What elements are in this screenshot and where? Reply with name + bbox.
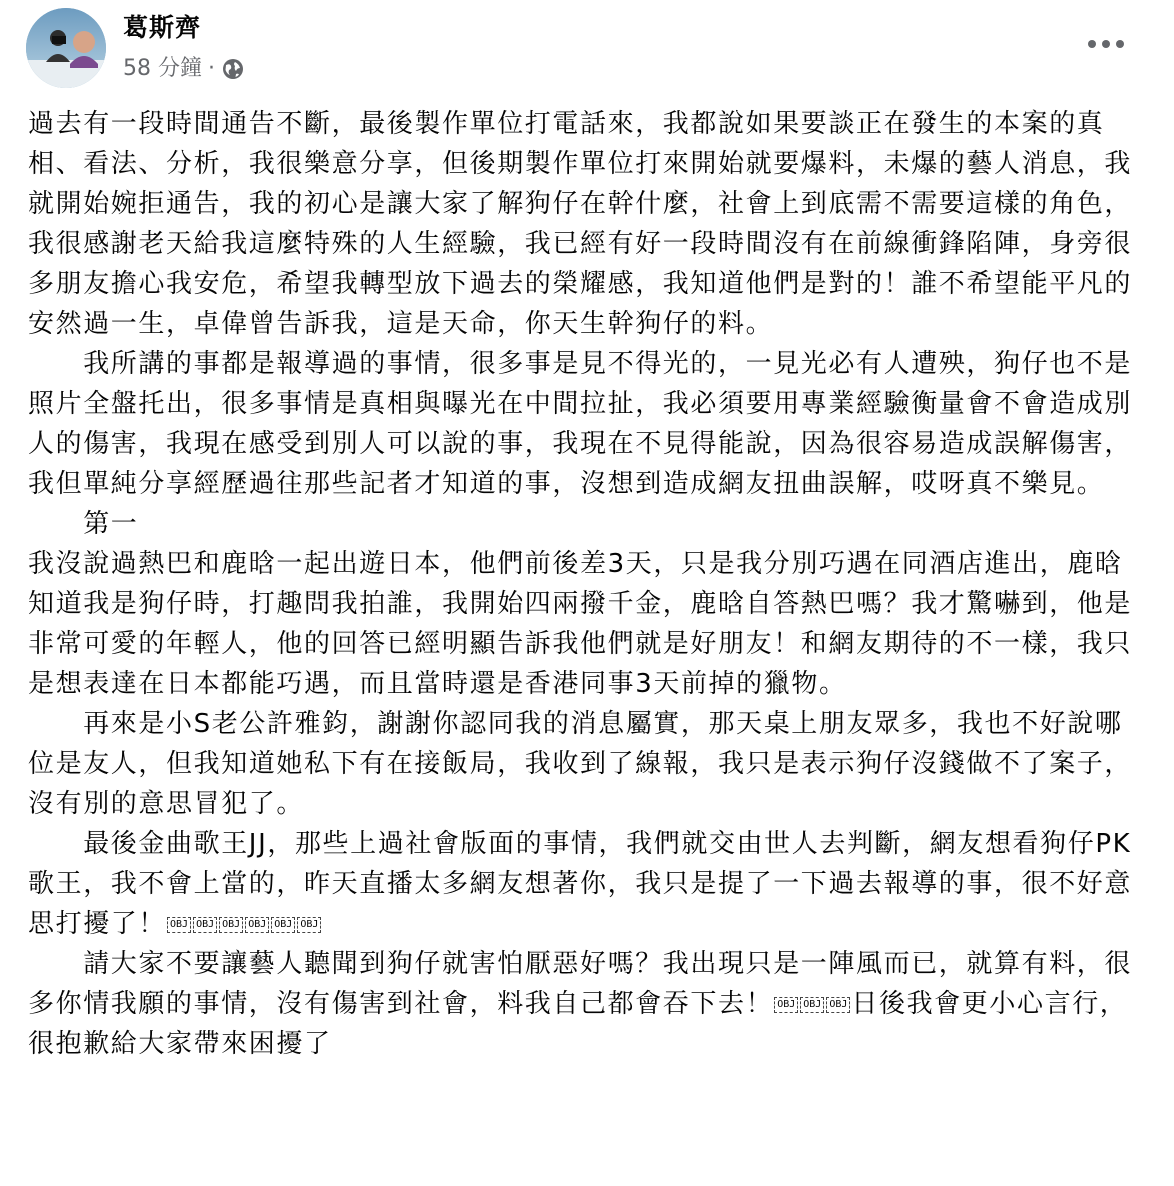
paragraph-indent [28, 709, 83, 739]
meta-separator: · [208, 56, 215, 81]
paragraph [28, 824, 1146, 944]
paragraph-indent [28, 349, 83, 379]
post-timestamp[interactable]: 58 分鐘 [123, 56, 202, 81]
paragraph-text: 日後我會更小心言行，很抱歉給大家帶來困擾了 [28, 989, 1128, 1059]
author-name[interactable]: 葛斯齊 [123, 13, 202, 42]
paragraph-text: 再來是小S老公許雅鈞，謝謝你認同我的消息屬實，那天桌上朋友眾多，我也不好說哪位是友人，但我知道她私下有在接飯局，我收到了線報，我只是表示狗仔沒錢做不了案子，沒有別的意思冒犯了。 [28, 709, 1133, 819]
paragraph [28, 544, 1146, 704]
object-placeholder: OBJ [774, 997, 798, 1013]
paragraph [28, 704, 1146, 824]
paragraph-indent [28, 509, 83, 539]
paragraph-text: 第一 [83, 509, 139, 539]
post-meta [123, 54, 245, 84]
paragraph-text: 請大家不要讓藝人聽聞到狗仔就害怕厭惡好嗎？我出現只是一陣風而已，就算有料，很多你情我願的事情，沒有傷害到社會，料我自己都會吞下去！ [28, 949, 1133, 1019]
author-avatar[interactable] [26, 8, 106, 88]
paragraph [28, 944, 1146, 1064]
post-header [0, 0, 1174, 90]
object-placeholder: OBJ [271, 917, 295, 933]
post-body [28, 104, 1146, 1064]
object-placeholder: OBJ [297, 917, 321, 933]
object-placeholder: OBJ [800, 997, 824, 1013]
object-placeholder: OBJ [826, 997, 850, 1013]
paragraph [28, 104, 1146, 344]
object-placeholder: OBJ [245, 917, 269, 933]
paragraph [28, 504, 1146, 544]
paragraph-text: 我所講的事都是報導過的事情，很多事是見不得光的，一見光必有人遭殃，狗仔也不是照片全盤托出，很多事情是真相與曝光在中間拉扯，我必須要用專業經驗衡量會不會造成別人的傷害，我現在感受到別人可以說的事，我現在不見得能說，因為很容易造成誤解傷害，我但單純分享經歷過往那些記者才知道的事，沒想到造成網友扭曲誤解，哎呀真不樂見。 [28, 349, 1133, 499]
paragraph-text: 最後金曲歌王JJ，那些上過社會版面的事情，我們就交由世人去判斷，網友想看狗仔PK歌王，我不會上當的，昨天直播太多網友想著你，我只是提了一下過去報導的事，很不好意思打擾了！ [28, 829, 1133, 939]
paragraph-indent [28, 829, 83, 859]
object-placeholder: OBJ [193, 917, 217, 933]
globe-icon[interactable] [221, 57, 245, 81]
paragraph-text: 過去有一段時間通告不斷，最後製作單位打電話來，我都說如果要談正在發生的本案的真相、看法、分析，我很樂意分享，但後期製作單位打來開始就要爆料，未爆的藝人消息，我就開始婉拒通告，我的初心是讓大家了解狗仔在幹什麼，社會上到底需不需要這樣的角色，我很感謝老天給我這麼特殊的人生經驗，我已經有好一段時間沒有在前線衝鋒陷陣，身旁很多朋友擔心我安危，希望我轉型放下過去的榮耀感，我知道他們是對的！誰不希望能平凡的安然過一生，卓偉曾告訴我，這是天命，你天生幹狗仔的料。 [28, 109, 1133, 339]
object-placeholder: OBJ [167, 917, 191, 933]
object-placeholder: OBJ [219, 917, 243, 933]
paragraph-text: 我沒說過熱巴和鹿晗一起出遊日本，他們前後差3天，只是我分別巧遇在同酒店進出，鹿晗知道我是狗仔時，打趣問我拍誰，我開始四兩撥千金，鹿晗自答熱巴嗎？我才驚嚇到，他是非常可愛的年輕人，他的回答已經明顯告訴我他們就是好朋友！和網友期待的不一樣，我只是想表達在日本都能巧遇，而且當時還是香港同事3天前掉的獵物。 [28, 549, 1133, 699]
paragraph [28, 344, 1146, 504]
paragraph-indent [28, 949, 83, 979]
more-options-icon[interactable] [1088, 34, 1124, 54]
